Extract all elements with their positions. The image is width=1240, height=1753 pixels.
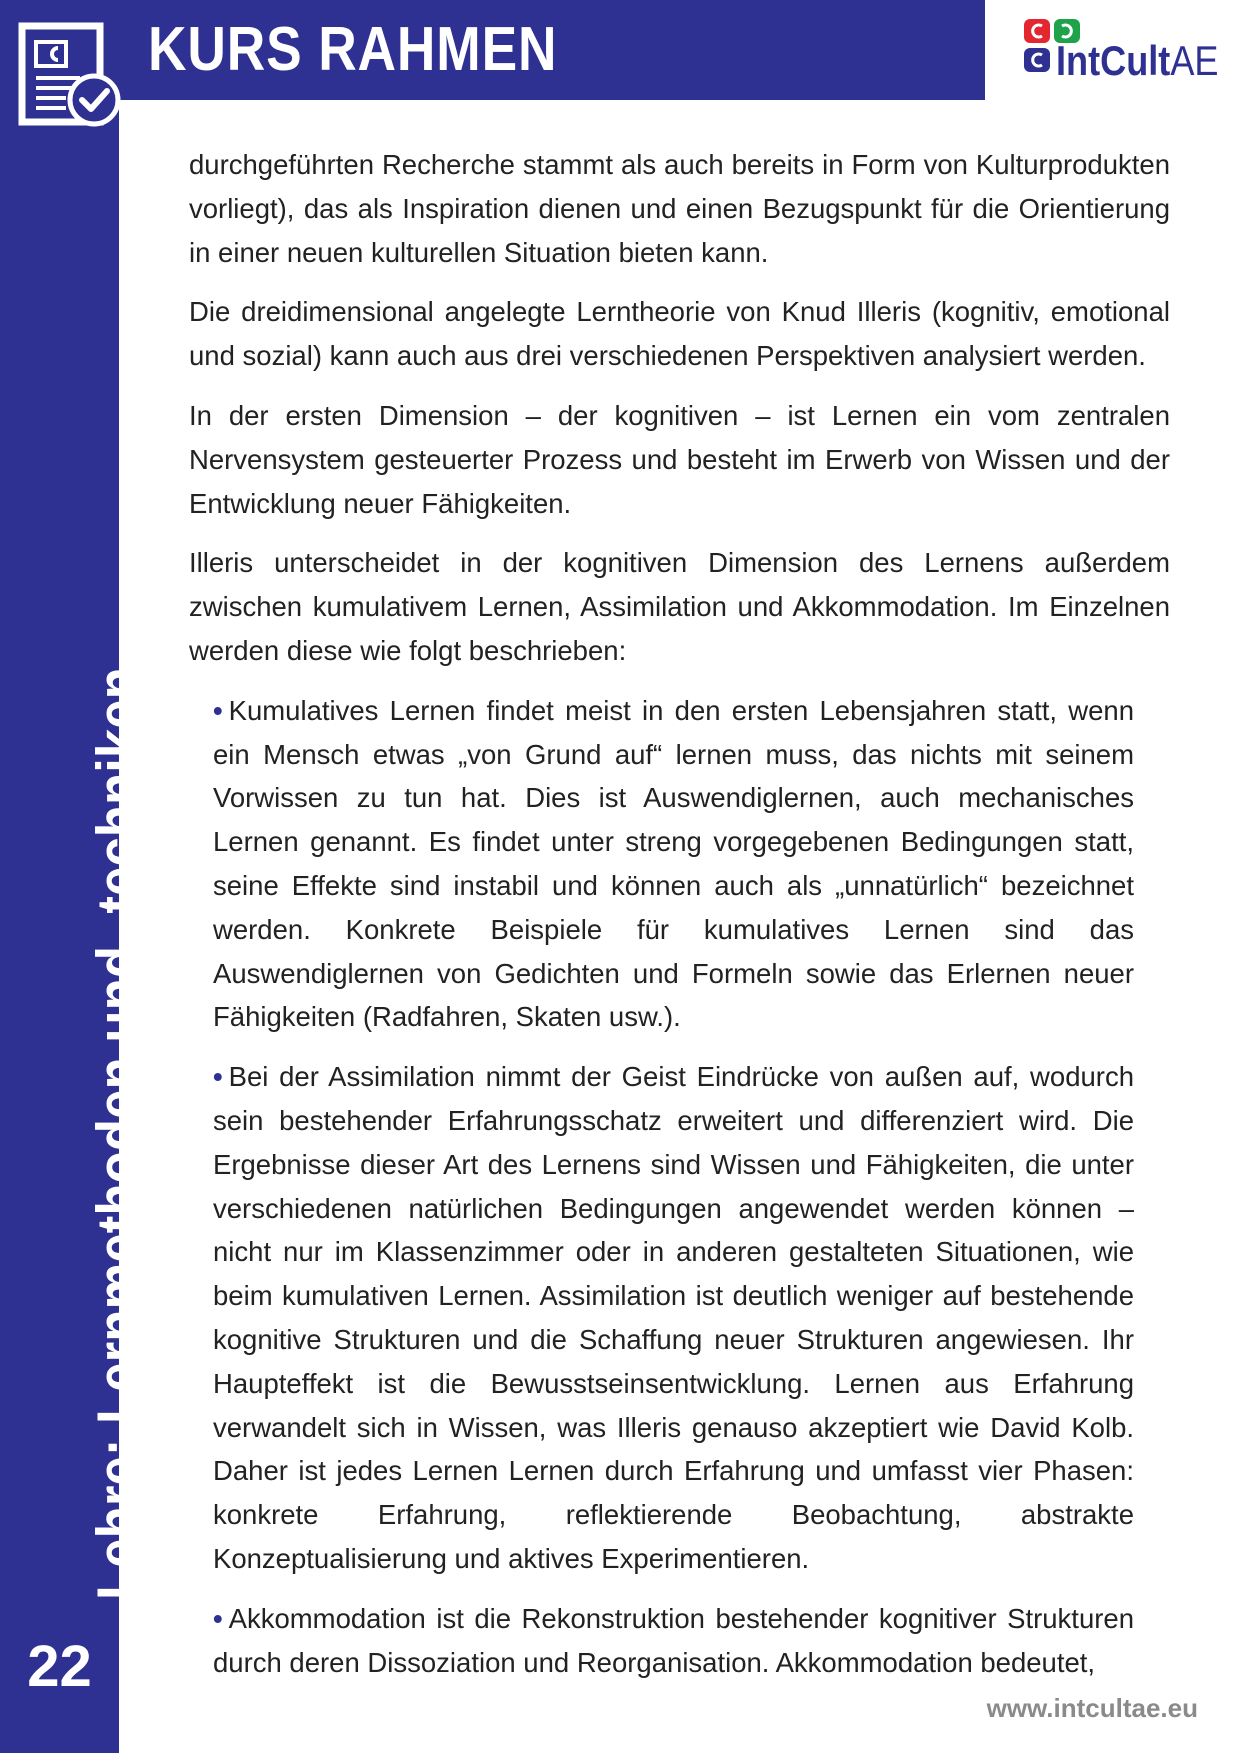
chapter-vertical-title: Lehre: Lernmethoden und -techniken	[85, 667, 152, 1600]
paragraph: Die dreidimensional angelegte Lerntheorie von Knud Illeris (kognitiv, emotional und sozial) kann auch aus drei verschiedenen Perspektiven analysiert werden.	[189, 296, 1170, 372]
list-item: • Akkommodation ist die Rekonstruktion bestehender kognitiver Strukturen durch deren Dissoziation und Reorganisation. Akkommodation bedeutet,	[213, 1602, 1134, 1678]
paragraph: Illeris unterscheidet in der kognitiven Dimension des Lernens außerdem zwischen kumulativem Lernen, Assimilation und Akkommodation. Im Einzelnen werden diese wie folgt beschrieben:	[189, 547, 1170, 666]
list-item: • Kumulatives Lernen findet meist in den ersten Lebensjahren statt, wenn ein Mensch etwas „von Grund auf“ lernen muss, das nichts mit seinem Vorwissen zu tun hat. Dies ist Auswendiglernen, auch mechanisches Lernen genannt. Es findet unter streng vorgegebenen Bedingungen statt, seine Effekte sind instabil und können auch als „unnatürlich“ bezeichnet werden. Konkrete Beispiele für kumulatives Lernen sind das Auswendiglernen von Gedichten und Formeln sowie das Erlernen neuer Fähigkeiten (Radfahren, Skaten usw.).	[213, 694, 1134, 1033]
bullet-icon: •	[213, 1602, 223, 1634]
intcultae-logo	[1024, 18, 1224, 90]
paragraph: durchgeführten Recherche stammt als auch bereits in Form von Kulturprodukten vorliegt), das als Inspiration dienen und einen Bezugspunkt für die Orientierung in einer neuen kulturellen Situation bieten kann.	[189, 149, 1170, 268]
main-content	[189, 143, 1170, 1700]
page-number: 22	[27, 1634, 92, 1699]
paragraph: In der ersten Dimension – der kognitiven – ist Lernen ein vom zentralen Nervensystem gesteuerter Prozess und besteht im Erwerb von Wissen und der Entwicklung neuer Fähigkeiten.	[189, 399, 1170, 519]
logo-wordmark: IntCultAE	[1056, 37, 1219, 84]
list-item: • Bei der Assimilation nimmt der Geist Eindrücke von außen auf, wodurch sein bestehender Erfahrungsschatz erweitert und differenziert wird. Die Ergebnisse dieser Art des Lernens sind Wissen und Fähigkeiten, die unter verschiedenen natürlichen Bedingungen angewendet werden können – nicht nur im Klassenzimmer oder in anderen gestalteten Situationen, wie beim kumulativen Lernen. Assimilation ist deutlich weniger auf bestehende kognitive Strukturen und die Schaffung neuer Strukturen angewiesen. Ihr Haupteffekt ist die Bewusstseinsentwicklung. Lernen aus Erfahrung verwandelt sich in Wissen, was Illeris genauso akzeptiert wie David Kolb. Daher ist jedes Lernen Lernen durch Erfahrung und umfasst vier Phasen: konkrete Erfahrung, reflektierende Beobachtung, abstrakte Konzeptualisierung und aktives Experimentieren.	[213, 1061, 1134, 1574]
page-header-title: KURS RAHMEN	[148, 15, 558, 84]
bullet-icon: •	[213, 694, 223, 726]
bullet-icon: •	[213, 1061, 223, 1093]
document-checklist-icon	[18, 22, 122, 130]
bullet-list	[189, 689, 1134, 1685]
footer-url: www.intcultae.eu	[986, 1693, 1198, 1723]
